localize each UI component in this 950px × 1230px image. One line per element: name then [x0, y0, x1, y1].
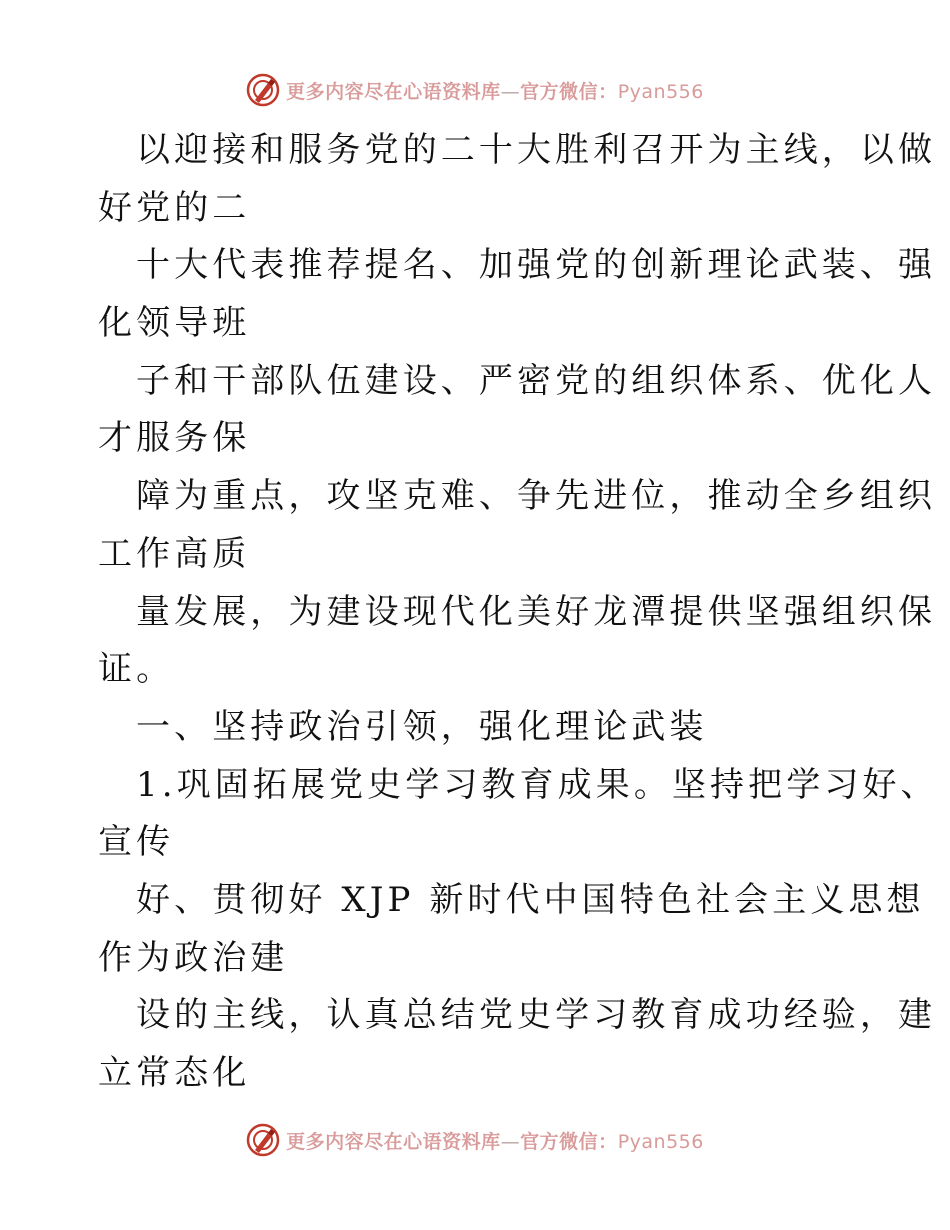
- body-line: 化领导班: [98, 303, 251, 344]
- body-line: 证。: [98, 649, 175, 690]
- watermark-label: 官方微信：: [520, 80, 618, 103]
- watermark-text: [286, 1127, 704, 1154]
- watermark-handle: Pyan556: [617, 80, 704, 103]
- header-watermark: [0, 70, 950, 110]
- body-line: 工作高质: [98, 533, 251, 574]
- brand-logo-icon: [246, 73, 280, 107]
- body-line: 十大代表推荐提名、加强党的创新理论武装、强: [136, 245, 937, 286]
- watermark-text: [286, 77, 704, 104]
- body-line: 宣传: [98, 822, 175, 863]
- body-line: 以迎接和服务党的二十大胜利召开为主线，以做: [136, 130, 937, 170]
- watermark-separator: —: [500, 1130, 521, 1153]
- body-line: 1.巩固拓展党史学习教育成果。坚持把学习好、: [136, 764, 939, 805]
- body-line: 子和干部队伍建设、严密党的组织体系、优化人: [136, 360, 937, 401]
- brand-logo-icon: [246, 1123, 280, 1157]
- body-line: 障为重点，攻坚克难、争先进位，推动全乡组织: [136, 476, 937, 517]
- body-line: 才服务保: [98, 418, 251, 459]
- body-line: 量发展，为建设现代化美好龙潭提供坚强组织保: [136, 591, 937, 632]
- watermark-title: 更多内容尽在心语资料库: [286, 80, 501, 103]
- body-line: 设的主线，认真总结党史学习教育成功经验，建: [136, 995, 937, 1036]
- body-line: 作为政治建: [98, 937, 289, 978]
- body-line: 立常态化: [98, 1053, 251, 1093]
- body-line: 好、贯彻好 XJP 新时代中国特色社会主义思想: [136, 879, 925, 920]
- body-line: 好党的二: [98, 187, 251, 228]
- document-body: [98, 122, 939, 1103]
- watermark-separator: —: [500, 80, 521, 103]
- watermark-handle: Pyan556: [617, 1130, 704, 1153]
- section-heading: 一、坚持政治引领，强化理论武装: [136, 706, 708, 747]
- footer-watermark: [0, 1120, 950, 1160]
- watermark-label: 官方微信：: [520, 1130, 618, 1153]
- watermark-title: 更多内容尽在心语资料库: [286, 1130, 501, 1153]
